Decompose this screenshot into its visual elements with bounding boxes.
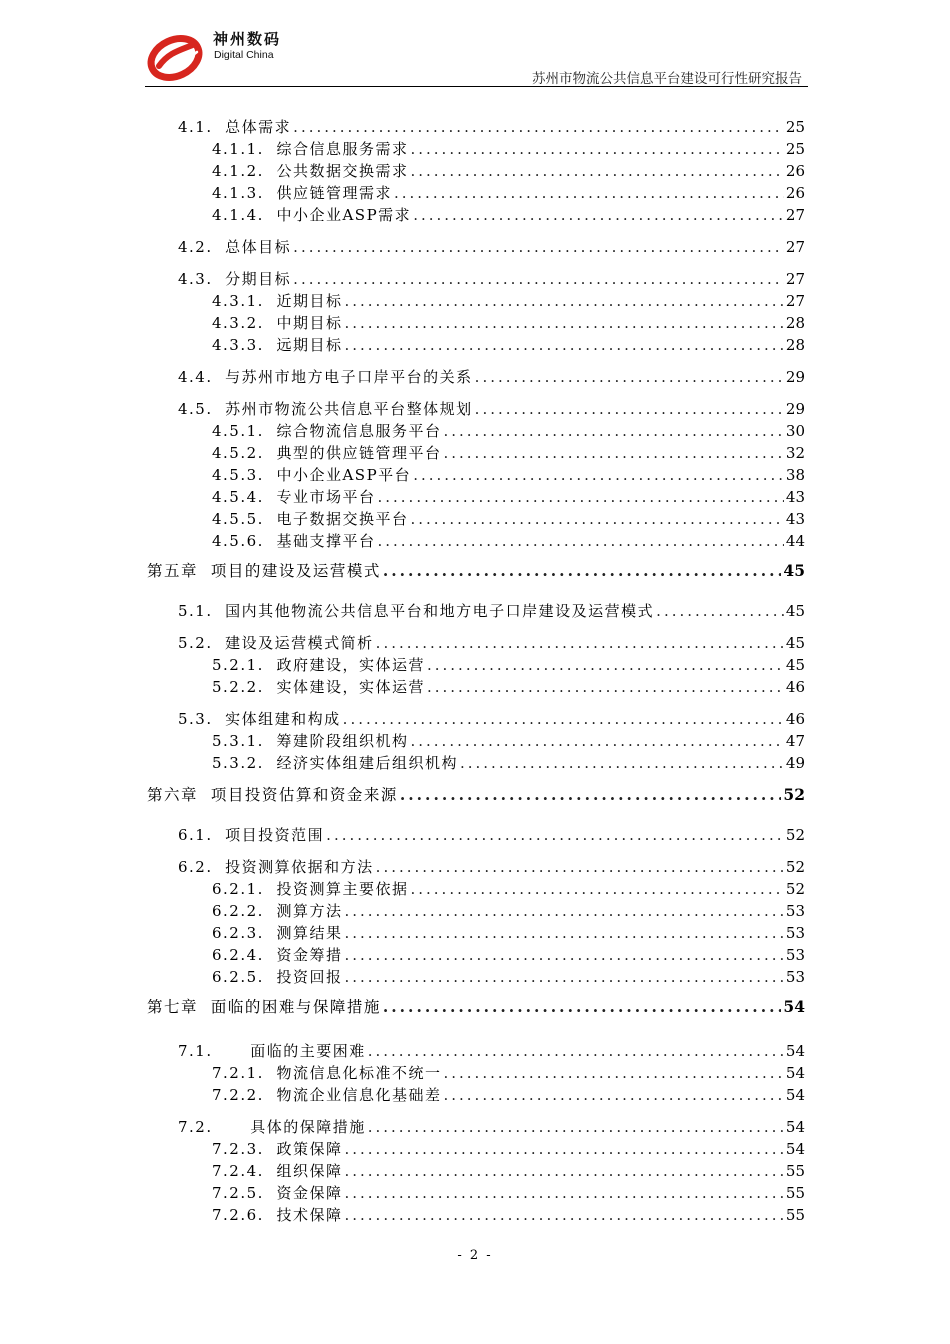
toc-entry[interactable] (212, 182, 805, 204)
toc-dot-leader (410, 508, 783, 530)
toc-entry[interactable] (212, 420, 805, 442)
toc-entry-title: 第六章 项目投资估算和资金来源 (147, 786, 398, 804)
digital-china-logo-icon (145, 22, 211, 88)
toc-page-number: 49 (785, 754, 805, 772)
toc-dot-leader (293, 236, 784, 258)
toc-entry-title: 4.1.4. 中小企业ASP需求 (212, 206, 412, 224)
toc-dot-leader (410, 160, 783, 182)
toc-dot-leader (344, 966, 783, 988)
toc-page-number: 27 (785, 238, 805, 256)
toc-entry[interactable] (212, 730, 805, 752)
toc-dot-leader (376, 632, 784, 654)
toc-page-number: 52 (785, 858, 805, 876)
toc-entry[interactable] (212, 312, 805, 334)
toc-page-number: 52 (785, 880, 805, 898)
toc-page-number: 29 (785, 400, 805, 418)
toc-entry[interactable] (212, 486, 805, 508)
toc-entry[interactable] (212, 676, 805, 698)
toc-page-number: 55 (785, 1206, 805, 1224)
toc-entry-title: 5.1. 国内其他物流公共信息平台和地方电子口岸建设及运营模式 (178, 602, 655, 620)
toc-page-number: 27 (785, 292, 805, 310)
report-title: 苏州市物流公共信息平台建设可行性研究报告 (532, 71, 802, 87)
digital-china-logo (145, 22, 365, 88)
toc-page-number: 28 (785, 314, 805, 332)
toc-dot-leader (293, 116, 784, 138)
toc-dot-leader (326, 824, 784, 846)
toc-entry-title: 4.5.2. 典型的供应链管理平台 (212, 444, 442, 462)
toc-entry-title: 7.2.5. 资金保障 (212, 1184, 343, 1202)
toc-dot-leader (410, 138, 783, 160)
toc-entry-title: 4.4. 与苏州市地方电子口岸平台的关系 (178, 368, 473, 386)
toc-page-number: 26 (785, 162, 805, 180)
toc-page-number: 45 (785, 634, 805, 652)
toc-entry[interactable] (212, 1062, 805, 1084)
toc-entry-title: 6.2. 投资测算依据和方法 (178, 858, 374, 876)
toc-entry[interactable] (212, 530, 805, 552)
toc-entry[interactable] (212, 1182, 805, 1204)
toc-entry[interactable] (178, 398, 805, 420)
toc-dot-leader (344, 1160, 783, 1182)
toc-page-number: 53 (785, 902, 805, 920)
toc-dot-leader (410, 730, 783, 752)
toc-entry-title: 7.2.2. 物流企业信息化基础差 (212, 1086, 442, 1104)
toc-dot-leader (376, 856, 784, 878)
toc-page-number: 25 (785, 140, 805, 158)
toc-chapter-entry[interactable] (147, 784, 805, 806)
toc-entry[interactable] (212, 290, 805, 312)
toc-chapter-entry[interactable] (147, 560, 805, 582)
toc-entry-title: 6.1. 项目投资范围 (178, 826, 325, 844)
toc-entry[interactable] (212, 138, 805, 160)
toc-dot-leader (383, 996, 782, 1018)
toc-entry-title: 6.2.2. 测算方法 (212, 902, 343, 920)
toc-page-number: 25 (785, 118, 805, 136)
toc-entry-title: 7.2. 具体的保障措施 (178, 1118, 366, 1136)
toc-entry-title: 第七章 面临的困难与保障措施 (147, 998, 381, 1016)
brand-name-cn: 神州数码 (213, 30, 282, 48)
toc-entry[interactable] (212, 464, 805, 486)
toc-entry-title: 6.2.5. 投资回报 (212, 968, 343, 986)
toc-dot-leader (400, 784, 782, 806)
toc-dot-leader (443, 420, 783, 442)
page-number: - 2 - (457, 1248, 493, 1263)
toc-entry-title: 5.3.1. 筹建阶段组织机构 (212, 732, 409, 750)
toc-dot-leader (443, 1062, 783, 1084)
toc-dot-leader (344, 944, 783, 966)
brand-name-en: Digital China (214, 49, 274, 61)
toc-entry[interactable] (212, 922, 805, 944)
toc-entry-title: 5.3.2. 经济实体组建后组织机构 (212, 754, 458, 772)
toc-entry-title: 7.2.6. 技术保障 (212, 1206, 343, 1224)
toc-entry-title: 4.1.3. 供应链管理需求 (212, 184, 392, 202)
toc-entry[interactable] (212, 752, 805, 774)
page-header (0, 0, 950, 95)
toc-entry-title: 5.3. 实体组建和构成 (178, 710, 341, 728)
toc-entry-title: 7.1. 面临的主要困难 (178, 1042, 366, 1060)
toc-page-number: 45 (783, 561, 805, 580)
toc-page-number: 26 (785, 184, 805, 202)
toc-entry-title: 4.1.1. 综合信息服务需求 (212, 140, 409, 158)
toc-page-number: 45 (785, 602, 805, 620)
toc-dot-leader (344, 312, 783, 334)
toc-entry[interactable] (212, 1204, 805, 1226)
toc-chapter-entry[interactable] (147, 996, 805, 1018)
toc-entry[interactable] (178, 856, 805, 878)
toc-page-number: 55 (785, 1162, 805, 1180)
toc-page-number: 53 (785, 946, 805, 964)
toc-entry-title: 4.5.5. 电子数据交换平台 (212, 510, 409, 528)
toc-page-number: 43 (785, 510, 805, 528)
toc-dot-leader (344, 900, 783, 922)
toc-entry-title: 6.2.1. 投资测算主要依据 (212, 880, 409, 898)
toc-entry[interactable] (178, 236, 805, 258)
toc-dot-leader (394, 182, 784, 204)
toc-dot-leader (427, 654, 784, 676)
toc-dot-leader (460, 752, 784, 774)
toc-entry[interactable] (178, 1116, 805, 1138)
toc-entry-title: 4.5.6. 基础支撑平台 (212, 532, 376, 550)
toc-entry[interactable] (212, 334, 805, 356)
toc-entry-title: 4.1.2. 公共数据交换需求 (212, 162, 409, 180)
toc-entry-title: 7.2.3. 政策保障 (212, 1140, 343, 1158)
toc-entry-title: 4.1. 总体需求 (178, 118, 292, 136)
toc-entry[interactable] (212, 442, 805, 464)
toc-entry-title: 7.2.4. 组织保障 (212, 1162, 343, 1180)
toc-page-number: 52 (785, 826, 805, 844)
toc-dot-leader (344, 1204, 783, 1226)
toc-entry[interactable] (178, 708, 805, 730)
toc-entry[interactable] (212, 204, 805, 226)
toc-entry-title: 6.2.3. 测算结果 (212, 924, 343, 942)
toc-page-number: 38 (785, 466, 805, 484)
toc-page-number: 53 (785, 924, 805, 942)
toc-dot-leader (368, 1116, 784, 1138)
toc-entry-title: 4.5. 苏州市物流公共信息平台整体规划 (178, 400, 473, 418)
toc-dot-leader (293, 268, 784, 290)
toc-page-number: 44 (785, 532, 805, 550)
toc-page-number: 55 (785, 1184, 805, 1202)
toc-dot-leader (475, 366, 784, 388)
toc-page-number: 54 (785, 1118, 805, 1136)
toc-entry-title: 4.5.3. 中小企业ASP平台 (212, 466, 412, 484)
toc-page-number: 27 (785, 206, 805, 224)
toc-page-number: 54 (783, 997, 805, 1016)
toc-dot-leader (413, 204, 784, 226)
toc-entry[interactable] (178, 116, 805, 138)
toc-page-number: 28 (785, 336, 805, 354)
toc-page-number: 46 (785, 710, 805, 728)
toc-entry[interactable] (212, 654, 805, 676)
toc-dot-leader (475, 398, 784, 420)
toc-entry-title: 4.3.1. 近期目标 (212, 292, 343, 310)
toc-dot-leader (377, 486, 783, 508)
toc-entry[interactable] (212, 944, 805, 966)
toc-dot-leader (344, 334, 783, 356)
toc-page-number: 53 (785, 968, 805, 986)
toc-page-number: 43 (785, 488, 805, 506)
toc-entry[interactable] (178, 632, 805, 654)
toc-page-number: 30 (785, 422, 805, 440)
toc-entry-title: 5.2.1. 政府建设，实体运营 (212, 656, 425, 674)
toc-entry-title: 4.5.4. 专业市场平台 (212, 488, 376, 506)
toc-dot-leader (344, 922, 783, 944)
toc-entry[interactable] (178, 824, 805, 846)
toc-dot-leader (656, 600, 784, 622)
toc-page-number: 46 (785, 678, 805, 696)
toc-page-number: 54 (785, 1086, 805, 1104)
toc-entry-title: 4.2. 总体目标 (178, 238, 292, 256)
toc-entry-title: 4.3. 分期目标 (178, 270, 292, 288)
toc-dot-leader (413, 464, 784, 486)
toc-page-number: 27 (785, 270, 805, 288)
toc-dot-leader (377, 530, 783, 552)
toc-page-number: 47 (785, 732, 805, 750)
toc-dot-leader (443, 442, 783, 464)
toc-entry[interactable] (178, 600, 805, 622)
toc-dot-leader (368, 1040, 784, 1062)
toc-entry[interactable] (178, 1040, 805, 1062)
toc-entry-title: 5.2. 建设及运营模式简析 (178, 634, 374, 652)
toc-entry-title: 7.2.1. 物流信息化标准不统一 (212, 1064, 442, 1082)
toc-page-number: 45 (785, 656, 805, 674)
toc-entry-title: 4.5.1. 综合物流信息服务平台 (212, 422, 442, 440)
toc-entry[interactable] (178, 366, 805, 388)
toc-entry[interactable] (212, 1138, 805, 1160)
toc-entry[interactable] (212, 1160, 805, 1182)
toc-entry-title: 5.2.2. 实体建设，实体运营 (212, 678, 425, 696)
toc-page-number: 54 (785, 1064, 805, 1082)
toc-dot-leader (344, 290, 783, 312)
header-divider (145, 86, 808, 87)
toc-dot-leader (443, 1084, 783, 1106)
toc-page-number: 32 (785, 444, 805, 462)
toc-entry-title: 4.3.2. 中期目标 (212, 314, 343, 332)
toc-dot-leader (343, 708, 784, 730)
toc-dot-leader (410, 878, 783, 900)
toc-entry[interactable] (212, 966, 805, 988)
toc-dot-leader (344, 1182, 783, 1204)
toc-page-number: 54 (785, 1140, 805, 1158)
toc-dot-leader (383, 560, 782, 582)
toc-entry[interactable] (212, 508, 805, 530)
toc-entry[interactable] (212, 1084, 805, 1106)
toc-dot-leader (427, 676, 784, 698)
toc-page-number: 54 (785, 1042, 805, 1060)
toc-dot-leader (344, 1138, 783, 1160)
toc-entry[interactable] (212, 900, 805, 922)
toc-entry[interactable] (178, 268, 805, 290)
toc-page-number: 29 (785, 368, 805, 386)
toc-entry[interactable] (212, 878, 805, 900)
toc-entry-title: 第五章 项目的建设及运营模式 (147, 562, 381, 580)
toc-entry[interactable] (212, 160, 805, 182)
toc-page-number: 52 (783, 785, 805, 804)
toc-entry-title: 4.3.3. 远期目标 (212, 336, 343, 354)
toc-entry-title: 6.2.4. 资金筹措 (212, 946, 343, 964)
